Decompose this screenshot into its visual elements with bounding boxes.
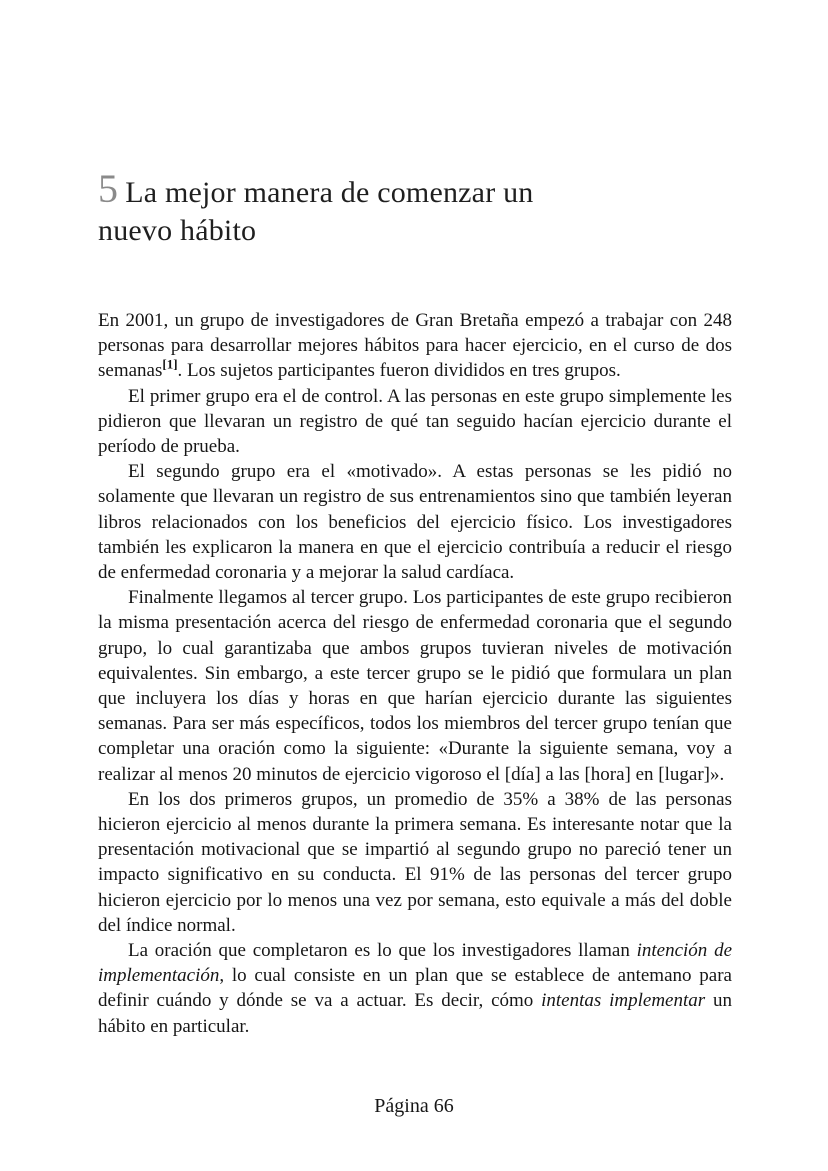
paragraph-2: El primer grupo era el de control. A las personas en este grupo simplemente les pidieron que llevaran un registro de qué tan seguido hacían ejercicio durante el período de prueba. <box>98 385 732 458</box>
paragraph-5: En los dos primeros grupos, un promedio de 35% a 38% de las personas hicieron ejercicio al menos durante la primera semana. Es interesante notar que la presentación motivacional que se impartió al segundo grupo no pareció tener un impacto significativo en su conducta. El 91% de las personas del tercer grupo hicieron ejercicio por lo menos una vez por semana, esto equivale a más del doble del índice normal. <box>98 788 732 936</box>
paragraph-3: El segundo grupo era el «motivado». A estas personas se les pidió no solamente que llevaran un registro de sus entrenamientos sino que también leyeran libros relacionados con los beneficios del ejercicio físico. Los investigadores también les explicaron la manera en que el ejercicio contribuía a reducir el riesgo de enfermedad coronaria y a mejorar la salud cardíaca. <box>98 461 732 584</box>
paragraph-1-text-end: . Los sujetos participantes fueron divididos en tres grupos. <box>177 360 621 382</box>
page-footer <box>0 1093 828 1119</box>
paragraph-6-text-2: , lo cual consiste en un plan que se establece de antemano para definir cuándo y dónde se va a actuar. Es decir, cómo <box>98 965 732 1012</box>
page-content <box>98 166 733 1039</box>
chapter-title-line2: nuevo hábito <box>98 214 257 247</box>
body-text <box>98 308 732 1039</box>
page-number-label: Página 66 <box>374 1095 454 1117</box>
chapter-title-line1: La mejor manera de comenzar un <box>125 176 534 209</box>
italic-term-1: intención de implementación <box>98 940 732 987</box>
paragraph-1 <box>98 308 732 384</box>
paragraph-4: Finalmente llegamos al tercer grupo. Los participantes de este grupo recibieron la misma presentación acerca del riesgo de enfermedad coronaria que el segundo grupo, lo cual garantizaba que ambos grupos tuvieran niveles de motivación equivalentes. Sin embargo, a este tercer grupo se le pidió que formulara un plan que incluyera los días y horas en que harían ejercicio durante las siguientes semanas. Para ser más específicos, todos los miembros del tercer grupo tenían que completar una oración como la siguiente: «Durante la siguiente semana, voy a realizar al menos 20 minutos de ejercicio vigoroso el [día] a las [hora] en [lugar]». <box>98 587 732 785</box>
italic-term-2: intentas implementar <box>541 990 706 1012</box>
paragraph-6-text-1: La oración que completaron es lo que los investigadores llaman <box>128 940 637 962</box>
paragraph-1-text-start: En 2001, un grupo de investigadores de Gran Bretaña empezó a trabajar con 248 personas para desarrollar mejores hábitos para hacer ejercicio, en el curso de dos semanas <box>98 310 732 382</box>
paragraph-6 <box>98 938 732 1039</box>
footnote-marker-1[interactable]: [1] <box>162 357 178 373</box>
chapter-heading <box>98 166 732 250</box>
paragraph-6-text-3: un hábito en particular. <box>98 990 733 1037</box>
chapter-number: 5 <box>98 166 119 211</box>
